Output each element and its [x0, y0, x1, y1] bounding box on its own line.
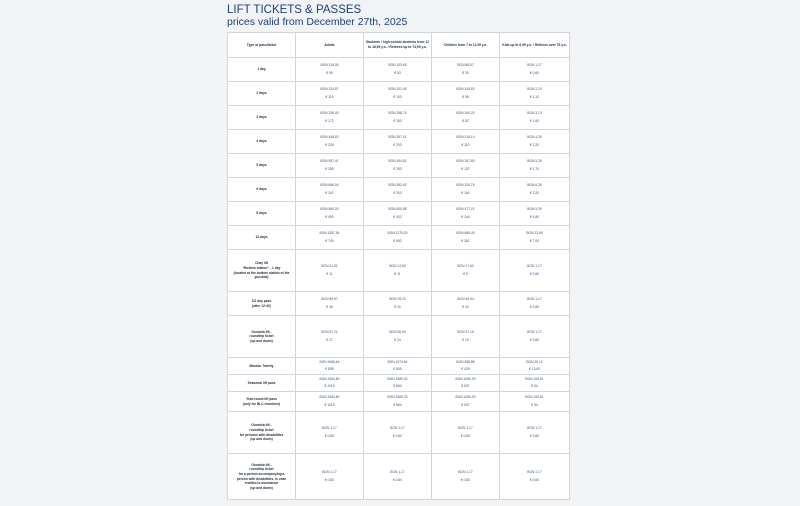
price-bgn: BGN 445,92	[320, 135, 339, 140]
price-bgn: BGN 25,12	[526, 359, 543, 364]
price-bgn: BGN 1984,80	[319, 376, 340, 381]
price-cell	[364, 202, 432, 226]
price-cell	[364, 412, 432, 454]
price-cell	[296, 178, 364, 202]
price-cell	[500, 178, 570, 202]
price-bgn: BGN 115,35	[320, 63, 339, 68]
price-eur: € 864	[393, 402, 402, 407]
price-bgn: BGN 37,16	[457, 330, 474, 335]
price-eur: € 2,70	[529, 166, 540, 171]
row-label: 13 days	[228, 226, 296, 250]
price-table-body	[228, 58, 570, 500]
row-label: Gondola lift - roundtrip ticket for a person accompanying a person with disabilities, in case entitled to assistance (up and down)	[228, 454, 296, 500]
price-cell	[432, 358, 500, 375]
price-bgn: BGN 160,20	[456, 111, 475, 116]
price-cell	[364, 316, 432, 358]
price-bgn: BGN 592,62	[388, 183, 407, 188]
price-eur: € 537	[461, 402, 470, 407]
price-cell	[296, 130, 364, 154]
price-cell	[432, 250, 500, 292]
table-row	[228, 202, 570, 226]
price-bgn: BGN 1050,29	[455, 376, 476, 381]
price-eur: € 27	[326, 337, 333, 342]
price-cell	[296, 392, 364, 412]
price-cell	[364, 358, 432, 375]
price-cell	[364, 392, 432, 412]
price-bgn: BGN 1,17	[390, 426, 405, 431]
price-cell	[364, 130, 432, 154]
price-bgn: BGN 46,94	[389, 330, 406, 335]
price-eur: € 341	[325, 190, 334, 195]
row-label: 1 day	[228, 58, 296, 82]
price-cell	[500, 82, 570, 106]
price-bgn: BGN 1050,29	[455, 395, 476, 400]
price-bgn: BGN 1,17	[527, 63, 542, 68]
price-bgn: BGN 4,30	[527, 135, 542, 140]
price-eur: € 24	[462, 304, 469, 309]
price-cell	[296, 292, 364, 316]
price-bgn: BGN 1,17	[390, 470, 405, 475]
price-eur: € 115	[325, 94, 334, 99]
row-label: 3 days	[228, 106, 296, 130]
table-row	[228, 316, 570, 358]
price-bgn: BGN 298,74	[388, 111, 407, 116]
price-eur: € 2,20	[529, 142, 540, 147]
price-eur: € 0,60	[529, 337, 540, 342]
row-label: 2 days	[228, 82, 296, 106]
price-bgn: BGN 1,17	[527, 330, 542, 335]
price-eur: € 24	[394, 337, 401, 342]
price-eur: € 858	[325, 367, 334, 372]
price-eur: € 53	[394, 70, 401, 75]
price-eur: € 30	[462, 70, 469, 75]
price-cell	[500, 250, 570, 292]
price-cell	[432, 412, 500, 454]
price-cell	[296, 316, 364, 358]
row-label: 4 days	[228, 130, 296, 154]
price-bgn: BGN 1,17	[527, 426, 542, 431]
row-label: 8 days	[228, 202, 296, 226]
table-row	[228, 250, 570, 292]
price-cell	[364, 178, 432, 202]
price-eur: € 0,60	[529, 477, 540, 482]
price-cell	[500, 130, 570, 154]
price-eur: € 54	[531, 384, 538, 389]
price-cell	[364, 375, 432, 392]
price-cell	[432, 375, 500, 392]
price-bgn: BGN 1,17	[458, 470, 473, 475]
price-cell	[296, 412, 364, 454]
price-bgn: BGN 21,51	[321, 264, 338, 269]
price-cell	[500, 316, 570, 358]
price-cell	[500, 106, 570, 130]
page-subtitle: prices valid from December 27th, 2025	[227, 16, 408, 28]
price-eur: € 103	[393, 94, 402, 99]
price-bgn: BGN 267,80	[456, 159, 475, 164]
price-eur: € 3,20	[529, 190, 540, 195]
price-bgn: BGN 68,67	[457, 63, 474, 68]
price-bgn: BGN 1984,80	[319, 395, 340, 400]
price-cell	[296, 454, 364, 500]
price-bgn: BGN 224,87	[320, 87, 339, 92]
table-row	[228, 58, 570, 82]
price-bgn: BGN 105,61	[525, 376, 544, 381]
price-bgn: BGN 1357,54	[319, 231, 340, 236]
price-bgn: BGN 1689,33	[387, 395, 408, 400]
price-cell	[500, 154, 570, 178]
price-eur: € 82	[462, 118, 469, 123]
price-cell	[296, 250, 364, 292]
table-row	[228, 392, 570, 412]
price-cell	[500, 292, 570, 316]
price-eur: € 54	[531, 402, 538, 407]
price-cell	[364, 154, 432, 178]
price-eur: € 228	[325, 142, 334, 147]
price-cell	[500, 358, 570, 375]
price-eur: € 864	[393, 384, 402, 389]
price-eur: € 0,60	[324, 477, 335, 482]
column-header-students: Students / high-school students from 12 to 18,99 y.o. / Retirees up to 74,99 y.o.	[364, 33, 432, 58]
price-cell	[432, 316, 500, 358]
price-bgn: BGN 1,17	[527, 470, 542, 475]
price-bgn: BGN 89,97	[321, 297, 338, 302]
price-eur: € 450	[325, 214, 334, 219]
price-bgn: BGN 1,17	[322, 426, 337, 431]
column-header-type: Type of pass/ticket	[228, 33, 296, 58]
row-label: Seasonal lift pass	[228, 375, 296, 392]
table-header-row	[228, 33, 570, 58]
price-eur: € 13,60	[529, 367, 540, 372]
price-bgn: BGN 9,39	[527, 207, 542, 212]
price-cell	[364, 250, 432, 292]
price-bgn: BGN 397,01	[388, 135, 407, 140]
price-eur: € 0,60	[529, 70, 540, 75]
price-bgn: BGN 800,85	[388, 207, 407, 212]
column-header-children: Children from 7 to 11,99 y.o.	[432, 33, 500, 58]
price-bgn: BGN 557,41	[320, 159, 339, 164]
price-bgn: BGN 57,21	[321, 330, 338, 335]
price-eur: € 172	[325, 118, 334, 123]
price-cell	[432, 202, 500, 226]
price-eur: € 203	[393, 142, 402, 147]
row-label: Year-round lift pass (only for BLC members)	[228, 392, 296, 412]
price-cell	[500, 392, 570, 412]
price-eur: € 58	[462, 94, 469, 99]
price-eur: € 0,60	[529, 271, 540, 276]
price-cell	[296, 82, 364, 106]
price-bgn: BGN 1689,33	[387, 376, 408, 381]
table-row	[228, 130, 570, 154]
price-bgn: BGN 880,00	[320, 207, 339, 212]
price-bgn: BGN 1666,64	[319, 359, 340, 364]
row-label: 6 days	[228, 178, 296, 202]
price-eur: € 1015	[324, 402, 335, 407]
price-eur: € 253	[393, 166, 402, 171]
price-bgn: BGN 17,60	[457, 264, 474, 269]
price-bgn: BGN 2,15	[527, 87, 542, 92]
price-bgn: BGN 6,26	[527, 183, 542, 188]
price-cell	[296, 375, 364, 392]
price-bgn: BGN 1,17	[527, 264, 542, 269]
table-row	[228, 454, 570, 500]
price-eur: € 59	[326, 70, 333, 75]
price-eur: € 351	[461, 238, 470, 243]
price-bgn: BGN 666,94	[320, 183, 339, 188]
table-row	[228, 358, 570, 375]
price-eur: € 4,80	[529, 214, 540, 219]
price-bgn: BGN 1275,20	[387, 231, 408, 236]
page-title: LIFT TICKETS & PASSES	[227, 4, 362, 16]
price-bgn: BGN 477,21	[456, 207, 475, 212]
price-cell	[364, 82, 432, 106]
price-cell	[296, 358, 364, 375]
price-bgn: BGN 145,53	[456, 87, 475, 92]
price-eur: € 0,60	[529, 433, 540, 438]
price-eur: € 429	[461, 367, 470, 372]
price-cell	[500, 412, 570, 454]
price-eur: € 1015	[324, 384, 335, 389]
price-eur: € 40	[394, 304, 401, 309]
price-cell	[432, 154, 500, 178]
price-bgn: BGN 46,94	[457, 297, 474, 302]
price-bgn: BGN 103,65	[388, 63, 407, 68]
price-eur: € 652	[393, 238, 402, 243]
price-eur: € 740	[325, 238, 334, 243]
price-cell	[296, 202, 364, 226]
row-label: Chay lift “Bottom station” - 1 day (located at the bottom station of the gondola)	[228, 250, 296, 292]
price-cell	[364, 58, 432, 82]
price-eur: € 11	[326, 271, 333, 276]
price-table	[227, 32, 570, 500]
price-eur: € 0,60	[460, 433, 471, 438]
price-eur: € 9	[463, 271, 468, 276]
price-eur: € 164	[461, 190, 470, 195]
price-cell	[500, 226, 570, 250]
price-cell	[500, 375, 570, 392]
price-bgn: BGN 105,61	[525, 395, 544, 400]
price-bgn: BGN 1,17	[322, 470, 337, 475]
price-bgn: BGN 494,82	[388, 159, 407, 164]
price-eur: € 19	[462, 337, 469, 342]
table-row	[228, 412, 570, 454]
column-header-adults: Adults	[296, 33, 364, 58]
price-cell	[432, 292, 500, 316]
price-eur: € 1,10	[529, 94, 540, 99]
price-cell	[500, 58, 570, 82]
price-eur: € 7,00	[529, 238, 540, 243]
price-bgn: BGN 3,13	[527, 111, 542, 116]
price-bgn: BGN 78,23	[389, 297, 406, 302]
price-eur: € 153	[393, 118, 402, 123]
price-eur: € 1,60	[529, 118, 540, 123]
price-eur: € 46	[326, 304, 333, 309]
price-cell	[432, 82, 500, 106]
price-eur: € 0,60	[324, 433, 335, 438]
column-header-kids: Kids up to 6,99 y.o. / Retirees over 75 y.o.	[500, 33, 570, 58]
price-bgn: BGN 336,40	[320, 111, 339, 116]
price-eur: € 0,60	[392, 477, 403, 482]
row-label: Bansko Twenty	[228, 358, 296, 375]
price-bgn: BGN 215,14	[456, 135, 475, 140]
price-cell	[296, 226, 364, 250]
price-bgn: BGN 14,50	[389, 264, 406, 269]
price-eur: € 137	[461, 166, 470, 171]
price-cell	[500, 202, 570, 226]
table-row	[228, 106, 570, 130]
price-cell	[432, 454, 500, 500]
price-cell	[296, 154, 364, 178]
price-cell	[364, 106, 432, 130]
price-cell	[432, 226, 500, 250]
price-bgn: BGN 1574,64	[387, 359, 408, 364]
price-cell	[364, 226, 432, 250]
price-eur: € 402	[393, 214, 402, 219]
price-bgn: BGN 5,28	[527, 159, 542, 164]
row-label: 1/2 day pass (after 12:30)	[228, 292, 296, 316]
price-cell	[364, 454, 432, 500]
price-eur: € 805	[393, 367, 402, 372]
table-row	[228, 154, 570, 178]
price-eur: € 285	[325, 166, 334, 171]
price-bgn: BGN 201,45	[388, 87, 407, 92]
row-label: Gondola lift - roundtrip ticket (up and down)	[228, 316, 296, 358]
price-cell	[296, 58, 364, 82]
price-eur: € 303	[393, 190, 402, 195]
price-eur: € 0,60	[392, 433, 403, 438]
row-label: Gondola lift - roundtrip ticket for persons with disabilities (up and down)	[228, 412, 296, 454]
price-eur: € 0,60	[529, 304, 540, 309]
table-row	[228, 292, 570, 316]
price-cell	[432, 392, 500, 412]
price-cell	[296, 106, 364, 130]
price-bgn: BGN 320,76	[456, 183, 475, 188]
row-label: 5 days	[228, 154, 296, 178]
price-eur: € 0,60	[460, 477, 471, 482]
price-eur: € 11	[394, 271, 401, 276]
price-bgn: BGN 13,69	[526, 231, 543, 236]
table-row	[228, 82, 570, 106]
price-bgn: BGN 838,88	[456, 359, 475, 364]
price-bgn: BGN 1,17	[458, 426, 473, 431]
table-row	[228, 226, 570, 250]
price-cell	[364, 292, 432, 316]
table-row	[228, 375, 570, 392]
price-bgn: BGN 686,49	[456, 231, 475, 236]
table-row	[228, 178, 570, 202]
price-eur: € 244	[461, 214, 470, 219]
content-area	[227, 4, 570, 500]
price-bgn: BGN 1,17	[527, 297, 542, 302]
price-cell	[432, 106, 500, 130]
price-cell	[432, 58, 500, 82]
price-cell	[500, 454, 570, 500]
price-cell	[432, 178, 500, 202]
price-eur: € 537	[461, 384, 470, 389]
price-eur: € 110	[461, 142, 470, 147]
price-cell	[432, 130, 500, 154]
